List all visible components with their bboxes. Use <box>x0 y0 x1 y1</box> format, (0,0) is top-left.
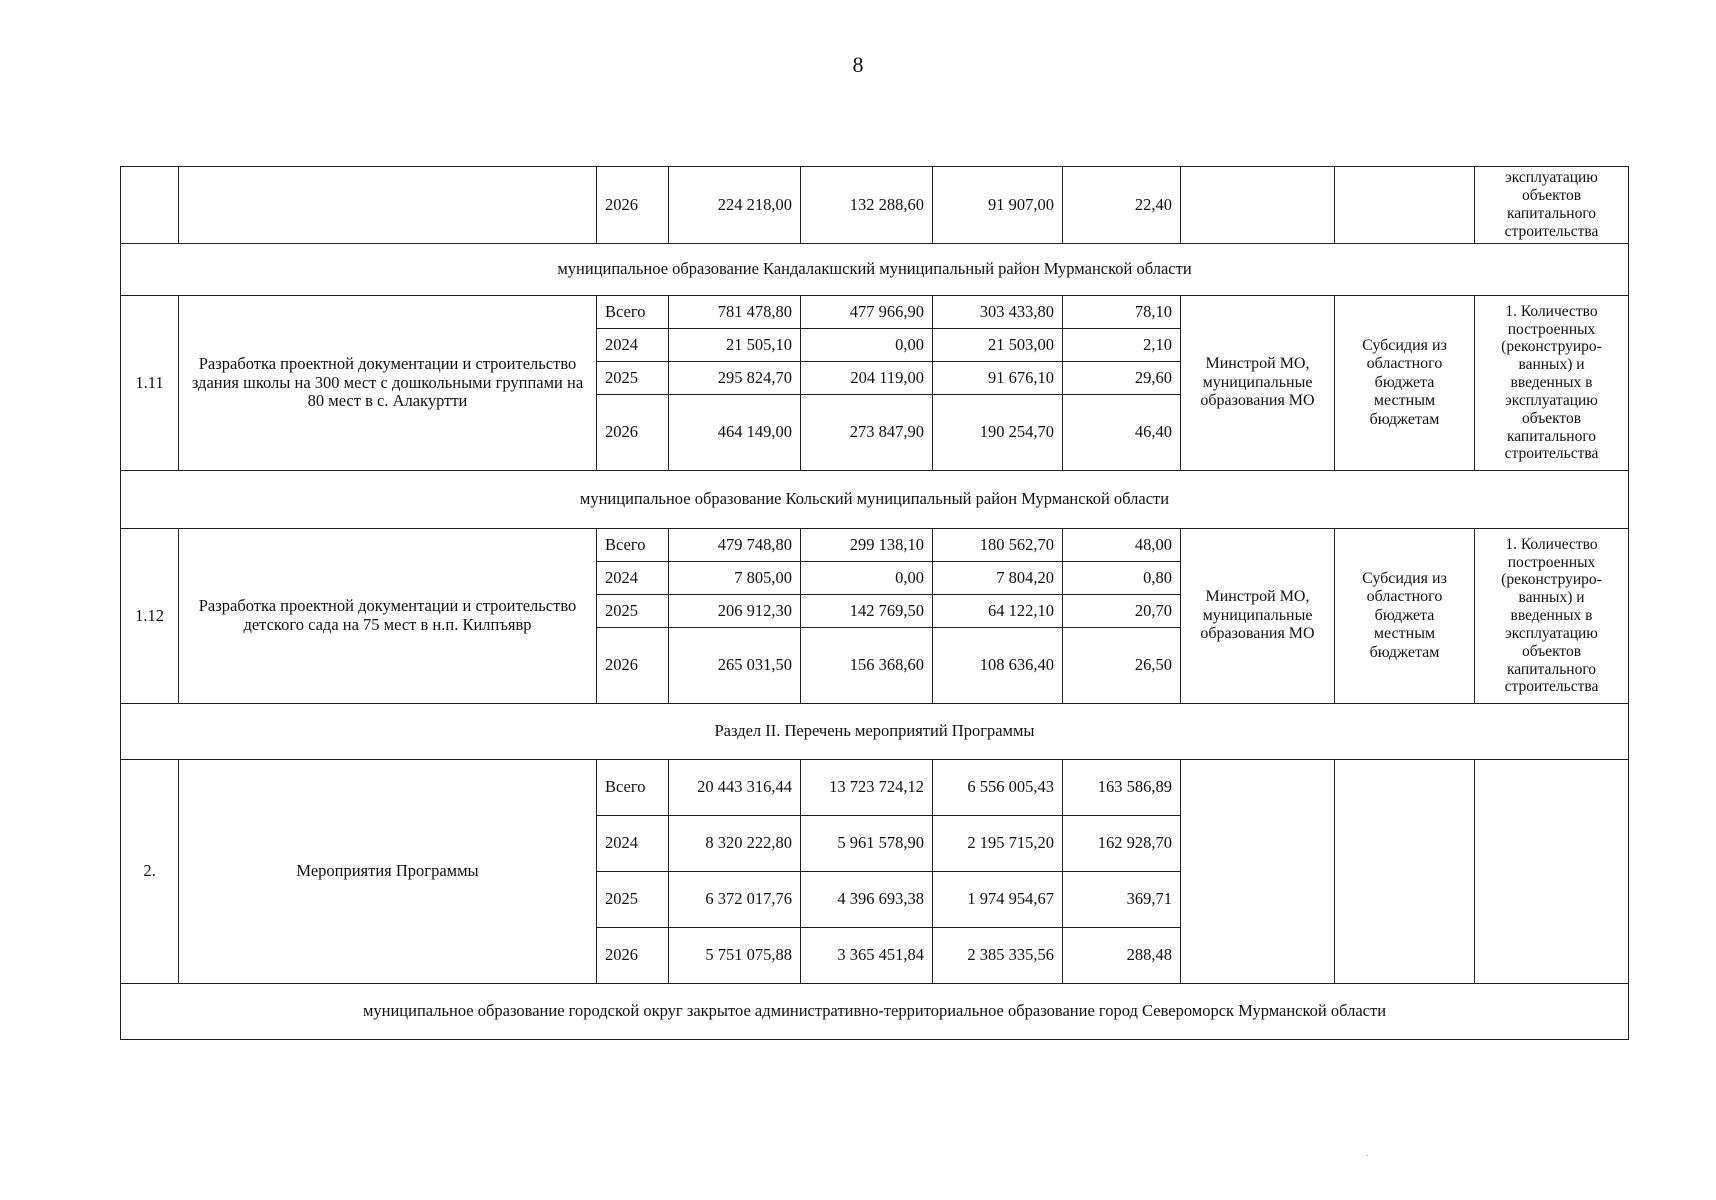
section-row <box>121 984 1629 1040</box>
row-number-cell <box>121 167 179 244</box>
item-number: 1.12 <box>121 529 179 704</box>
federal-value-cell: 5 961 578,90 <box>801 816 933 872</box>
result-cell: 1. Количество построенных (реконструиро-ванных) и введенных в эксплуатацию объектов капитального строительства <box>1475 529 1629 704</box>
regional-value-cell: 1 974 954,67 <box>933 872 1063 928</box>
executor-cell: Минстрой МО, муниципальные образования МО <box>1181 529 1335 704</box>
regional-value-cell: 303 433,80 <box>933 296 1063 329</box>
total-value-cell: 21 505,10 <box>669 329 801 362</box>
total-value-cell: 781 478,80 <box>669 296 801 329</box>
section-2-title: Раздел II. Перечень мероприятий Программы <box>121 704 1629 760</box>
table-row <box>121 296 1629 329</box>
year-cell: 2025 <box>597 362 669 395</box>
year-cell: 2024 <box>597 816 669 872</box>
local-value-cell: 2,10 <box>1063 329 1181 362</box>
local-value-cell: 163 586,89 <box>1063 760 1181 816</box>
item-number: 1.11 <box>121 296 179 471</box>
total-value-cell: 224 218,00 <box>669 167 801 244</box>
regional-value-cell: 91 676,10 <box>933 362 1063 395</box>
executor-cell <box>1181 167 1335 244</box>
year-cell: 2026 <box>597 395 669 471</box>
budget-table <box>120 166 1629 1040</box>
item-name: Разработка проектной документации и строительство детского сада на 75 мест в н.п. Килпъявр <box>179 529 597 704</box>
section-row <box>121 471 1629 529</box>
total-value-cell: 20 443 316,44 <box>669 760 801 816</box>
regional-value-cell: 108 636,40 <box>933 628 1063 704</box>
federal-value-cell: 3 365 451,84 <box>801 928 933 984</box>
regional-value-cell: 91 907,00 <box>933 167 1063 244</box>
federal-value-cell: 156 368,60 <box>801 628 933 704</box>
regional-value-cell: 190 254,70 <box>933 395 1063 471</box>
year-cell: Всего <box>597 760 669 816</box>
table-row <box>121 529 1629 562</box>
year-cell: 2026 <box>597 167 669 244</box>
scan-artifact <box>1366 1155 1368 1156</box>
federal-value-cell: 142 769,50 <box>801 595 933 628</box>
regional-value-cell: 180 562,70 <box>933 529 1063 562</box>
section-kola: муниципальное образование Кольский муниципальный район Мурманской области <box>121 471 1629 529</box>
funding-form-cell <box>1335 760 1475 984</box>
local-value-cell: 369,71 <box>1063 872 1181 928</box>
page-number: 8 <box>852 52 864 77</box>
year-cell: 2025 <box>597 872 669 928</box>
local-value-cell: 78,10 <box>1063 296 1181 329</box>
local-value-cell: 46,40 <box>1063 395 1181 471</box>
row-name-cell <box>179 167 597 244</box>
total-value-cell: 479 748,80 <box>669 529 801 562</box>
federal-value-cell: 477 966,90 <box>801 296 933 329</box>
regional-value-cell: 6 556 005,43 <box>933 760 1063 816</box>
local-value-cell: 20,70 <box>1063 595 1181 628</box>
executor-cell: Минстрой МО, муниципальные образования МО <box>1181 296 1335 471</box>
table-row <box>121 760 1629 816</box>
local-value-cell: 0,80 <box>1063 562 1181 595</box>
federal-value-cell: 13 723 724,12 <box>801 760 933 816</box>
total-value-cell: 265 031,50 <box>669 628 801 704</box>
total-value-cell: 5 751 075,88 <box>669 928 801 984</box>
local-value-cell: 26,50 <box>1063 628 1181 704</box>
year-cell: 2024 <box>597 562 669 595</box>
regional-value-cell: 2 195 715,20 <box>933 816 1063 872</box>
year-cell: 2026 <box>597 928 669 984</box>
funding-form-cell: Субсидия из областного бюджета местным бюджетам <box>1335 529 1475 704</box>
local-value-cell: 22,40 <box>1063 167 1181 244</box>
federal-value-cell: 0,00 <box>801 329 933 362</box>
year-cell: 2025 <box>597 595 669 628</box>
year-cell: Всего <box>597 296 669 329</box>
item-name: Мероприятия Программы <box>179 760 597 984</box>
section-severomorsk: муниципальное образование городской округ закрытое административно-территориальное образование город Североморск Мурманской области <box>121 984 1629 1040</box>
regional-value-cell: 64 122,10 <box>933 595 1063 628</box>
form-cell <box>1335 167 1475 244</box>
section-row <box>121 244 1629 296</box>
year-cell: 2026 <box>597 628 669 704</box>
table-row <box>121 167 1629 244</box>
total-value-cell: 6 372 017,76 <box>669 872 801 928</box>
regional-value-cell: 7 804,20 <box>933 562 1063 595</box>
local-value-cell: 48,00 <box>1063 529 1181 562</box>
section-row <box>121 704 1629 760</box>
local-value-cell: 162 928,70 <box>1063 816 1181 872</box>
total-value-cell: 295 824,70 <box>669 362 801 395</box>
year-cell: Всего <box>597 529 669 562</box>
item-number: 2. <box>121 760 179 984</box>
result-cell <box>1475 760 1629 984</box>
result-cell: 1. Количество построенных (реконструиро-ванных) и введенных в эксплуатацию объектов капитального строительства <box>1475 296 1629 471</box>
item-name: Разработка проектной документации и строительство здания школы на 300 мест с дошкольными группами на 80 мест в с. Алакуртти <box>179 296 597 471</box>
total-value-cell: 8 320 222,80 <box>669 816 801 872</box>
regional-value-cell: 2 385 335,56 <box>933 928 1063 984</box>
federal-value-cell: 132 288,60 <box>801 167 933 244</box>
local-value-cell: 29,60 <box>1063 362 1181 395</box>
total-value-cell: 206 912,30 <box>669 595 801 628</box>
regional-value-cell: 21 503,00 <box>933 329 1063 362</box>
section-kandalaksha: муниципальное образование Кандалакшский муниципальный район Мурманской области <box>121 244 1629 296</box>
federal-value-cell: 204 119,00 <box>801 362 933 395</box>
federal-value-cell: 0,00 <box>801 562 933 595</box>
federal-value-cell: 299 138,10 <box>801 529 933 562</box>
total-value-cell: 7 805,00 <box>669 562 801 595</box>
federal-value-cell: 273 847,90 <box>801 395 933 471</box>
funding-form-cell: Субсидия из областного бюджета местным бюджетам <box>1335 296 1475 471</box>
local-value-cell: 288,48 <box>1063 928 1181 984</box>
executor-cell <box>1181 760 1335 984</box>
result-cell: эксплуатацию объектов капитального строительства <box>1475 167 1629 244</box>
year-cell: 2024 <box>597 329 669 362</box>
total-value-cell: 464 149,00 <box>669 395 801 471</box>
federal-value-cell: 4 396 693,38 <box>801 872 933 928</box>
